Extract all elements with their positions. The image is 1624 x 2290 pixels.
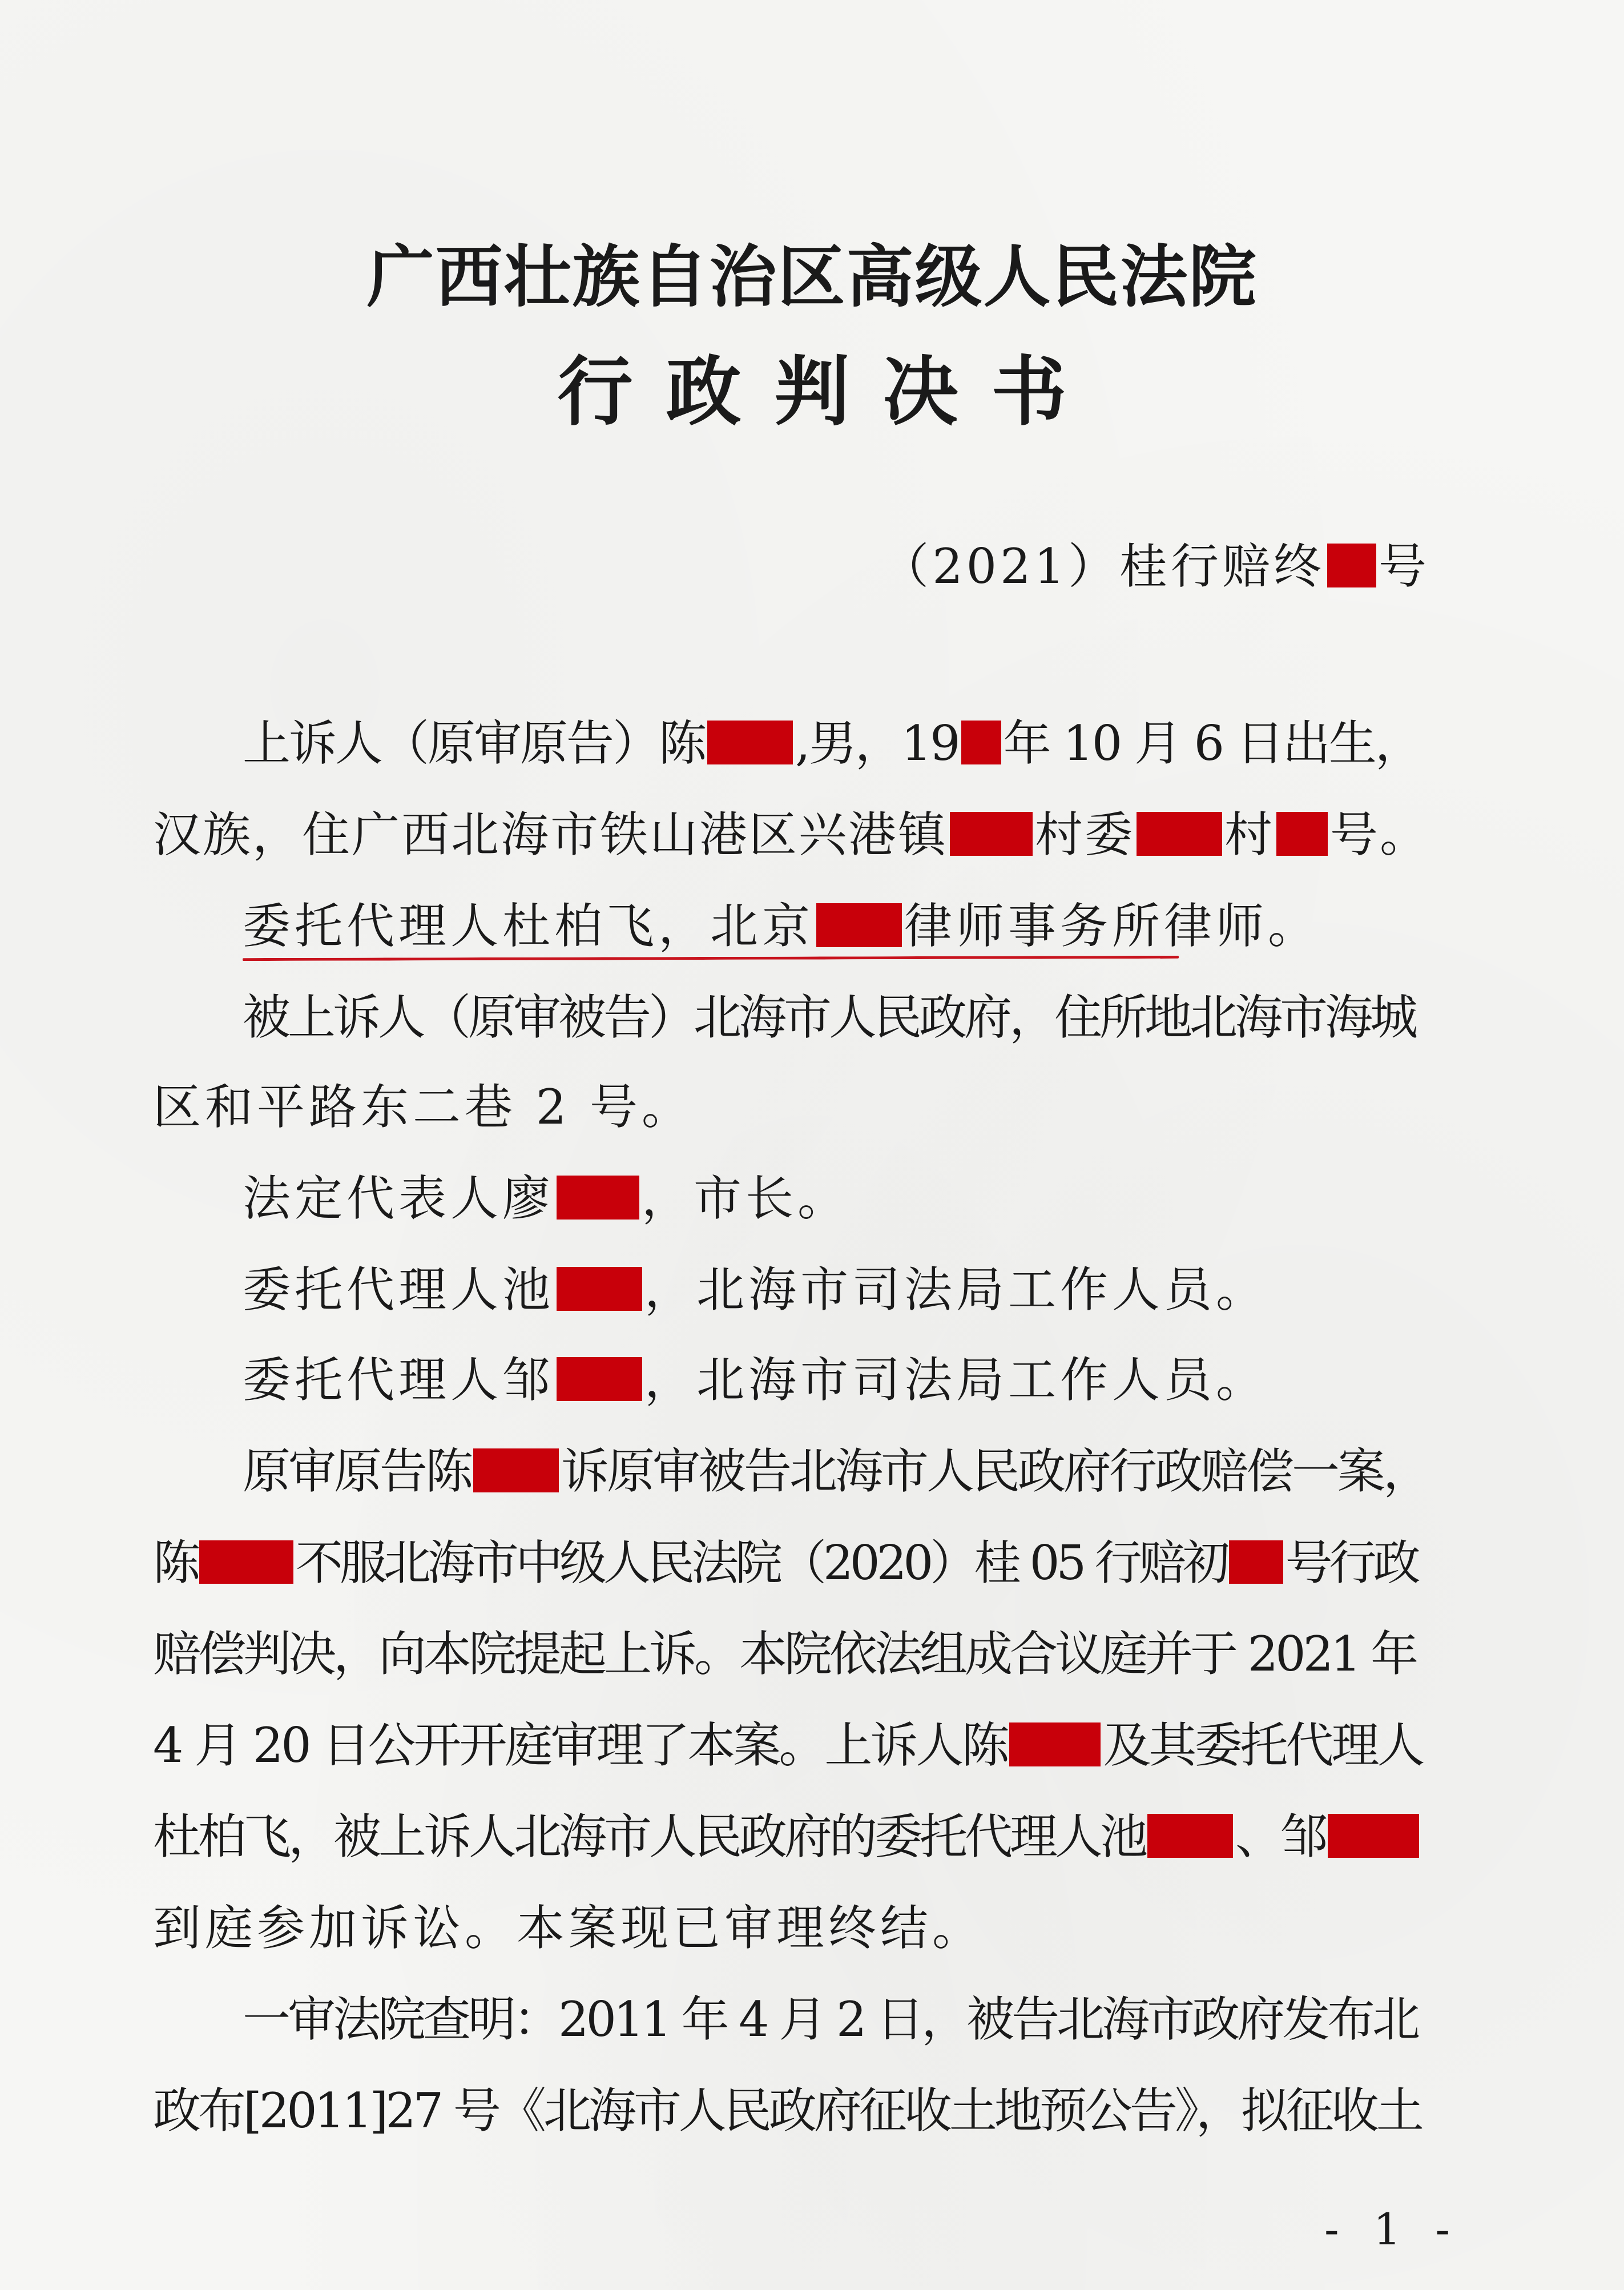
text-segment: 律师事务所律师。: [904, 898, 1320, 954]
redaction-block: [1328, 1814, 1419, 1858]
redaction-block: [950, 812, 1033, 856]
redaction-block: [1147, 1814, 1233, 1858]
document-type-title: 行政判决书: [557, 348, 1100, 436]
redaction-block: [1327, 544, 1376, 587]
redaction-block: [557, 1267, 642, 1311]
paragraph-line: [153, 1524, 1417, 1593]
text-segment: 委托代理人杜柏飞，北京: [243, 898, 815, 954]
text-segment: 区和平路东二巷 2 号。: [153, 1079, 694, 1135]
text-segment: 上诉人（原审原告）陈: [243, 715, 706, 771]
text-segment: 年 10 月 6 日出生，: [1003, 715, 1421, 771]
text-segment: ,男，19: [795, 715, 959, 771]
text-segment: 村委: [1035, 807, 1135, 863]
text-segment: 陈: [153, 1535, 197, 1591]
paragraph-line: [243, 1433, 1429, 1502]
text-segment: 杜柏飞，被上诉人北海市人民政府的委托代理人池: [153, 1809, 1146, 1865]
paragraph-line: [153, 1069, 694, 1138]
text-segment: ，北海市司法局工作人员。: [644, 1262, 1268, 1318]
text-segment: 4 月 20 日公开开庭审理了本案。上诉人陈: [153, 1717, 1008, 1773]
text-segment: 法定代表人廖: [243, 1170, 555, 1226]
redaction-block: [1009, 1722, 1101, 1766]
paragraph-line: [153, 1890, 984, 1959]
redaction-block: [557, 1176, 639, 1220]
redaction-block: [1229, 1540, 1283, 1584]
text-segment: 、邹: [1235, 1809, 1326, 1865]
text-segment: 被上诉人（原审被告）北海市人民政府，住所地北海市海城: [243, 989, 1416, 1045]
paragraph-line: [243, 888, 1320, 957]
page-number: - 1 -: [1324, 2204, 1461, 2255]
redaction-block: [1276, 812, 1328, 856]
text-segment: 委托代理人池: [243, 1262, 555, 1318]
text-segment: 原审原告陈: [243, 1443, 472, 1499]
redaction-block: [816, 903, 902, 947]
paragraph-line: [153, 796, 1429, 866]
paragraph-line: [243, 705, 1421, 774]
text-segment: ，市长。: [642, 1170, 850, 1226]
redaction-block: [1137, 812, 1222, 856]
text-segment: 村: [1224, 807, 1275, 863]
paragraph-line: [153, 1616, 1416, 1685]
paragraph-line: [153, 1798, 1421, 1868]
text-segment: 号。: [1330, 807, 1430, 863]
text-segment: 到庭参加诉讼。本案现已审理终结。: [153, 1900, 985, 1956]
redaction-block: [707, 721, 793, 764]
paragraph-line: [243, 1160, 849, 1229]
paragraph-line: [153, 2072, 1421, 2142]
paragraph-line: [243, 1342, 1268, 1411]
case-number-suffix: 号: [1378, 538, 1430, 594]
text-segment: 诉原审被告北海市人民政府行政赔偿一案，: [561, 1443, 1429, 1499]
case-number-prefix: （2021）桂行赔终: [881, 538, 1325, 594]
text-segment: 不服北海市中级人民法院（2020）桂 05 行赔初: [296, 1535, 1227, 1591]
text-segment: 政布[2011]27 号《北海市人民政府征收土地预公告》，拟征收土: [153, 2083, 1421, 2139]
redaction-block: [961, 721, 1001, 764]
paragraph-line: [153, 1707, 1422, 1776]
text-segment: 赔偿判决，向本院提起上诉。本院依法组成合议庭并于 2021 年: [153, 1626, 1416, 1682]
text-segment: ，北海市司法局工作人员。: [644, 1352, 1268, 1408]
case-number: [881, 528, 1430, 597]
text-segment: 号行政: [1285, 1535, 1417, 1591]
court-name: 广西壮族自治区高级人民法院: [366, 238, 1258, 316]
redaction-block: [473, 1448, 559, 1492]
text-segment: 委托代理人邹: [243, 1352, 555, 1408]
paragraph-line: [243, 979, 1415, 1048]
redaction-block: [199, 1540, 293, 1584]
paragraph-line: [243, 1251, 1268, 1321]
redaction-block: [557, 1357, 642, 1401]
text-segment: 及其委托代理人: [1103, 1717, 1423, 1773]
text-segment: 汉族，住广西北海市铁山港区兴港镇: [153, 807, 948, 863]
paragraph-line: [243, 1981, 1417, 2050]
text-segment: 一审法院查明：2011 年 4 月 2 日，被告北海市政府发布北: [243, 1991, 1418, 2047]
